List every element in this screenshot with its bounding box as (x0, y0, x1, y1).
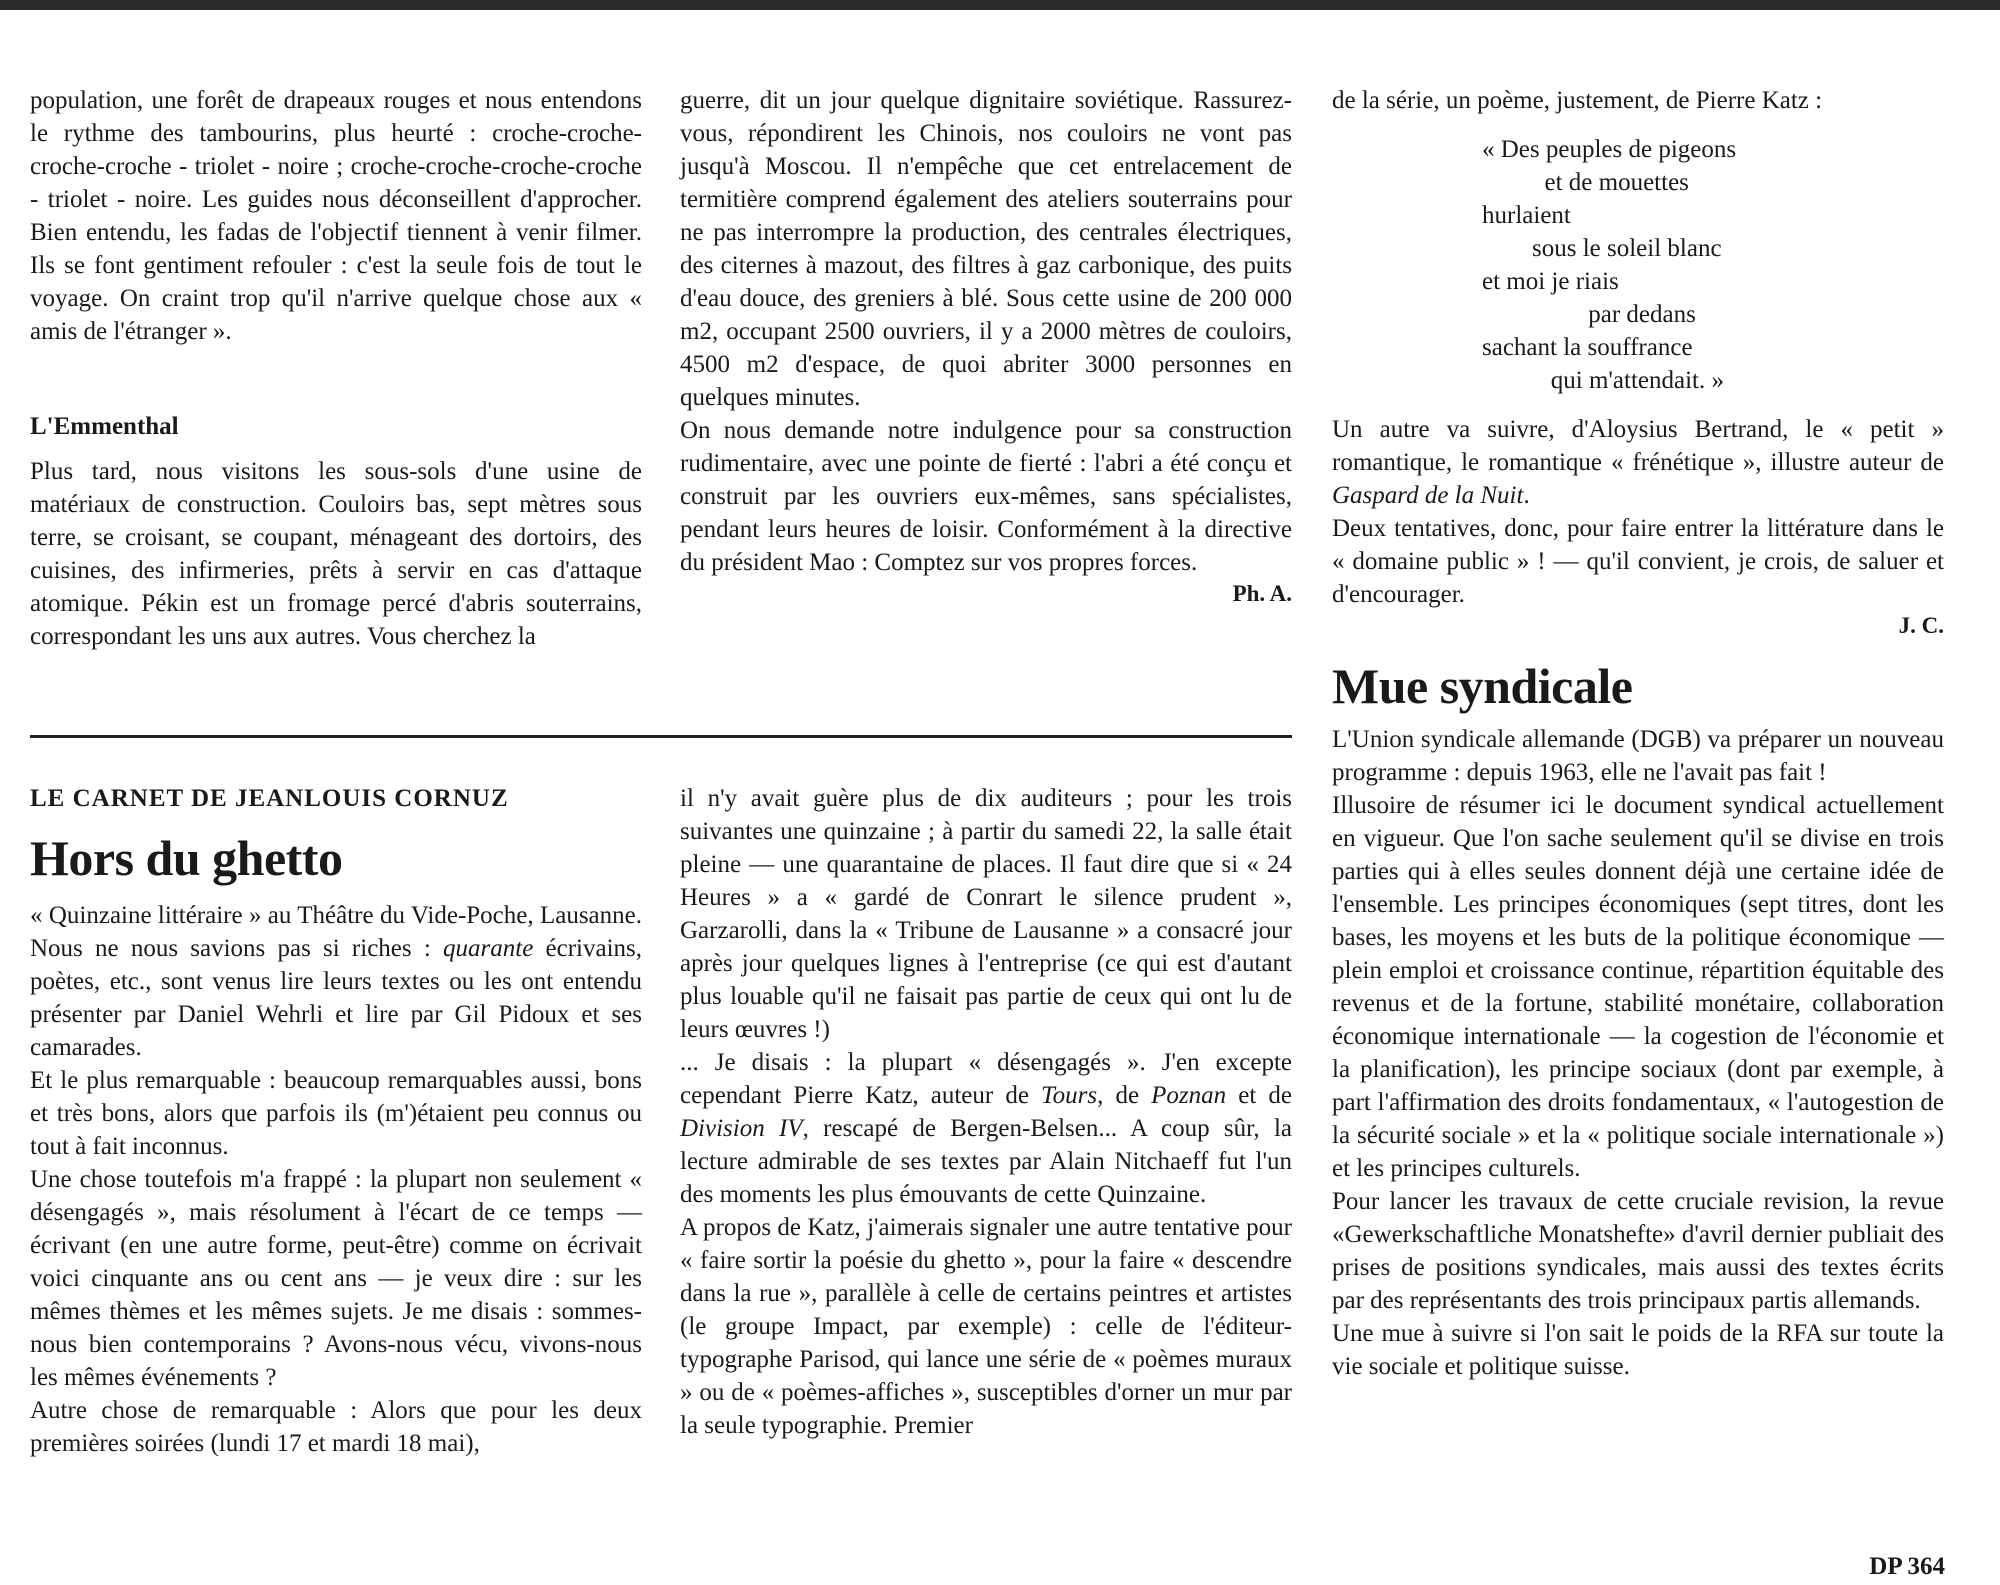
signature-pha: Ph. A. (1232, 581, 1292, 606)
paragraph: ... Je disais : la plupart « désengagés ». J'en excepte cependant Pierre Katz, auteur de Tours, de Poznan et de Division IV, rescapé de Bergen-Belsen... A coup sûr, la lecture admirable de ses textes par Alain Nitchaeff fut l'un des moments les plus émouvants de cette Quinzaine. (680, 1049, 1292, 1208)
top-border (0, 0, 2000, 10)
paragraph: On nous demande notre indulgence pour sa construction rudimentaire, avec une pointe de fierté : l'abri a été conçu et construit par les ouvriers eux-mêmes, sans spécialistes, pendant leurs heures de loisir. Conformément à la directive du président Mao : Comptez sur vos propres forces. (680, 417, 1292, 576)
poem-line: et moi je riais (1482, 268, 1619, 295)
headline-mue-syndicale: Mue syndicale (1332, 658, 1633, 714)
paragraph: L'Union syndicale allemande (DGB) va préparer un nouveau programme : depuis 1963, elle ne l'avait pas fait ! (1332, 726, 1944, 786)
page-footer: DP 364 (1869, 1553, 1945, 1580)
paragraph: « Quinzaine littéraire » au Théâtre du Vide-Poche, Lausanne. Nous ne nous savions pas si riches : quarante écrivains, poètes, etc., sont venus lire leurs textes ou les ont entendu présenter par Daniel Wehrli et lire par Gil Pidoux et ses camarades. (30, 902, 643, 1061)
poem-line: et de mouettes (1482, 169, 1689, 196)
top-column-2 (680, 84, 1292, 607)
kicker: LE CARNET DE JEANLOUIS CORNUZ (30, 785, 509, 812)
paragraph: Une mue à suivre si l'on sait le poids de la RFA sur toute la vie sociale et politique suisse. (1332, 1320, 1944, 1380)
poem-line: qui m'attendait. » (1482, 367, 1724, 394)
poem (1482, 133, 1944, 397)
paragraph: Un autre va suivre, d'Aloysius Bertrand, le « petit » romantique, le romantique « frénétique », illustre auteur de Gaspard de la Nuit. (1332, 416, 1944, 509)
poem-line: sachant la souffrance (1482, 334, 1693, 361)
bottom-column-1 (30, 782, 642, 1460)
paragraph: Une chose toutefois m'a frappé : la plupart non seulement « désengagés », mais résolument à l'écart de ce temps — écrivant (en une autre forme, peut-être) comme on écrivait voici cinquante ans ou cent ans — je veux dire : sur les mêmes thèmes et les mêmes sujets. Je me disais : sommes-nous bien contemporains ? Avons-nous vécu, vivons-nous les mêmes événements ? (30, 1166, 642, 1391)
paragraph: Illusoire de résumer ici le document syndical actuellement en vigueur. Que l'on sache seulement qu'il se divise en trois parties qui à elles seules donnent déjà une certaine idée de l'ensemble. Les principes économiques (sept titres, dont les bases, les moyens et les buts de la politique économique — plein emploi et croissance continue, répartition équitable des revenus et de la fortune, stabilité monétaire, collaboration économique internationale — la cogestion de l'économie et la planification), les principe sociaux (dont par exemple, à part l'affirmation des droits fondamentaux, « l'autogestion de la sécurité sociale » et la « politique sociale internationale ») et les principes culturels. (1332, 792, 1944, 1182)
paragraph: il n'y avait guère plus de dix auditeurs ; pour les trois suivantes une quinzaine ; à partir du samedi 22, la salle était pleine — une quarantaine de places. Il faut dire que si « 24 Heures » a « gardé de Conrart le silence prudent », Garzarolli, dans la « Tribune de Lausanne » a consacré jour après jour quelques lignes à l'entreprise (ce qui est d'autant plus louable qu'il ne faisait pas partie de ceux qui ont lu de leurs œuvres !) (680, 785, 1292, 1043)
paragraph: de la série, un poème, justement, de Pierre Katz : (1332, 87, 1823, 114)
signature-jc: J. C. (1898, 613, 1944, 638)
paragraph: Plus tard, nous visitons les sous-sols d'une usine de matériaux de construction. Couloirs bas, sept mètres sous terre, se croisant, se coupant, ménageant des dortoirs, des cuisines, des infirmeries, prêts à servir en cas d'attaque atomique. Pékin est un fromage percé d'abris souterrains, correspondant les uns aux autres. Vous cherchez la (30, 458, 642, 650)
paragraph: Et le plus remarquable : beaucoup remarquables aussi, bons et très bons, alors que parfois ils (m')étaient peu connus ou tout à fait inconnus. (30, 1067, 642, 1160)
book-title: Gaspard de la Nuit (1332, 482, 1524, 509)
poem-line: « Des peuples de pigeons (1482, 136, 1737, 163)
paragraph: Deux tentatives, donc, pour faire entrer la littérature dans le « domaine public » ! — qu'il convient, je crois, de saluer et d'encourager. (1332, 515, 1944, 608)
subheading-emmenthal: L'Emmenthal (30, 413, 179, 440)
poem-line: par dedans (1482, 301, 1696, 328)
poem-line: sous le soleil blanc (1482, 235, 1722, 262)
paragraph: Autre chose de remarquable : Alors que pour les deux premières soirées (lundi 17 et mardi 18 mai), (30, 1397, 642, 1457)
paragraph: population, une forêt de drapeaux rouges et nous entendons le rythme des tambourins, plus heurté : croche-croche-croche-croche - triolet - noire ; croche-croche-croche-croche - triolet - noire. Les guides nous déconseillent d'approcher. Bien entendu, les fadas de l'objectif tiennent à venir filmer. Ils se font gentiment refouler : c'est la seule fois de tout le voyage. On craint trop qu'il n'arrive quelque chose aux « amis de l'étranger ». (30, 87, 642, 345)
section-divider (30, 735, 1292, 738)
poem-line: hurlaient (1482, 202, 1571, 229)
paragraph: guerre, dit un jour quelque dignitaire soviétique. Rassurez-vous, répondirent les Chinois, nos couloirs ne vont pas jusqu'à Moscou. Il n'empêche que cet entrelacement de termitière comprend également des ateliers souterrains pour ne pas interrompre la production, des centrales électriques, des citernes à mazout, des filtres à gaz carbonique, des puits d'eau douce, des greniers à blé. Sous cette usine de 200 000 m2, occupant 2500 ouvriers, il y a 2000 mètres de couloirs, 4500 m2 d'espace, de quoi abriter 3000 personnes en quelques minutes. (680, 87, 1292, 411)
bottom-column-2 (680, 782, 1292, 1442)
paragraph: A propos de Katz, j'aimerais signaler une autre tentative pour « faire sortir la poésie du ghetto », pour la faire « descendre dans la rue », parallèle à celle de certains peintres et artistes (le groupe Impact, par exemple) : celle de l'éditeur-typographe Parisod, qui lance une série de « poèmes muraux » ou de « poèmes-affiches », susceptibles d'orner un mur par la seule typographie. Premier (680, 1214, 1292, 1439)
top-column-1 (30, 84, 642, 653)
right-column (1332, 84, 1944, 1383)
headline-hors-du-ghetto: Hors du ghetto (30, 830, 343, 886)
paragraph: Pour lancer les travaux de cette cruciale revision, la revue «Gewerkschaftliche Monatshefte» d'avril dernier publiait des prises de positions syndicales, mais aussi des textes écrits par des représentants des trois principaux partis allemands. (1332, 1188, 1944, 1314)
